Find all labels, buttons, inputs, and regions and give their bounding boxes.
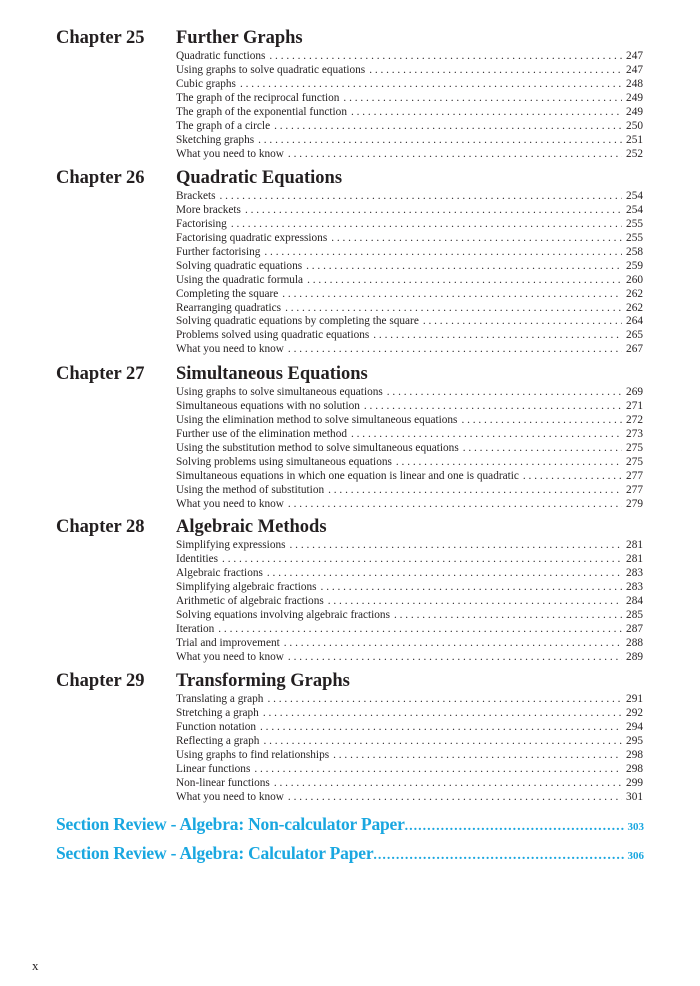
entry-page-number: 292 [626, 706, 643, 719]
dot-leader [267, 567, 622, 581]
entry-page-number: 271 [626, 399, 643, 412]
toc-entry [176, 609, 643, 623]
dot-leader [231, 218, 622, 232]
entry-label: Further use of the elimination method [176, 427, 347, 440]
entry-page-number: 298 [626, 748, 643, 761]
entry-page-number: 281 [626, 552, 643, 565]
toc-entry [176, 623, 643, 637]
dot-leader [333, 749, 622, 763]
dot-leader [328, 484, 622, 498]
toc-entry [176, 595, 643, 609]
entry-label: Translating a graph [176, 693, 264, 705]
dot-leader [364, 400, 622, 414]
dot-leader [405, 819, 625, 835]
entry-page-number: 283 [626, 566, 643, 579]
dot-leader [264, 246, 622, 260]
dot-leader [274, 777, 622, 791]
dot-leader [463, 442, 622, 456]
entry-label: Identities [176, 552, 219, 565]
dot-leader [373, 329, 622, 343]
entry-page-number: 258 [626, 245, 643, 258]
dot-leader [260, 721, 622, 735]
dot-leader [222, 553, 622, 567]
toc-entry [176, 707, 643, 721]
toc-entry [176, 414, 643, 428]
dot-leader [396, 456, 622, 470]
chapter-27 [0, 362, 700, 511]
entry-page-number: 299 [626, 776, 643, 789]
dot-leader [263, 735, 622, 749]
dot-leader [267, 693, 622, 707]
dot-leader [351, 428, 622, 442]
toc-entry [176, 148, 643, 162]
toc-entry [176, 567, 643, 581]
entry-label: The graph of a circle [176, 119, 271, 132]
chapter-title: Quadratic Equations [176, 168, 343, 188]
toc-entry [176, 329, 643, 343]
entry-page-number: 277 [626, 469, 643, 482]
entry-label: Problems solved using quadratic equations [176, 329, 370, 342]
entry-page-number: 251 [626, 133, 643, 146]
dot-leader [258, 134, 622, 148]
entry-page-number: 284 [626, 594, 643, 607]
entry-page-number: 250 [626, 119, 643, 132]
page-folio: x [32, 958, 39, 973]
dot-leader [369, 64, 622, 78]
toc-entry [176, 218, 643, 232]
toc-entry [176, 693, 643, 707]
entry-label: Factorising [176, 217, 227, 230]
entry-label: What you need to know [176, 650, 284, 663]
toc-entry [176, 400, 643, 414]
entry-label: Simultaneous equations with no solution [176, 399, 360, 412]
dot-leader [288, 498, 622, 512]
toc-entry [176, 651, 643, 665]
entry-label: Using the quadratic formula [176, 273, 304, 286]
chapter-28 [0, 515, 700, 664]
review-label: Section Review - Algebra: Non-calculator Paper [56, 814, 405, 834]
dot-leader [288, 148, 622, 162]
entry-label: Using graphs to solve simultaneous equations [176, 386, 383, 398]
chapter-25 [0, 26, 700, 162]
toc-entry [176, 498, 643, 512]
entry-page-number: 248 [626, 77, 643, 90]
entry-page-number: 249 [626, 105, 643, 118]
section-review-non-calculator [56, 814, 644, 835]
toc-entry [176, 484, 643, 498]
chapter-number: Chapter 28 [56, 517, 145, 537]
entry-label: Cubic graphs [176, 77, 236, 90]
review-label: Section Review - Algebra: Calculator Paper [56, 843, 374, 863]
toc-entry [176, 386, 643, 400]
entry-label: Completing the square [176, 287, 279, 300]
entry-label: Solving quadratic equations [176, 259, 303, 272]
toc-entry [176, 204, 643, 218]
entry-page-number: 279 [626, 497, 643, 510]
entry-label: Using graphs to solve quadratic equations [176, 63, 366, 76]
dot-leader [285, 302, 622, 316]
dot-leader [394, 609, 622, 623]
toc-entry [176, 456, 643, 470]
dot-leader [331, 232, 622, 246]
entry-label: Rearranging quadratics [176, 301, 282, 314]
entry-page-number: 262 [626, 287, 643, 300]
entry-page-number: 249 [626, 91, 643, 104]
entry-page-number: 283 [626, 580, 643, 593]
entry-label: What you need to know [176, 147, 284, 160]
chapter-number: Chapter 29 [56, 671, 145, 691]
entry-page-number: 275 [626, 455, 643, 468]
entry-page-number: 287 [626, 622, 643, 635]
chapter-title: Simultaneous Equations [176, 364, 368, 384]
entry-page-number: 259 [626, 259, 643, 272]
entry-page-number: 294 [626, 720, 643, 733]
entry-label: Non-linear functions [176, 776, 270, 789]
toc-entry [176, 315, 643, 329]
toc-entry [176, 64, 643, 78]
entry-label: Solving equations involving algebraic fractions [176, 608, 390, 621]
entry-label: Linear functions [176, 762, 251, 775]
toc-entry [176, 343, 643, 357]
dot-leader [307, 274, 622, 288]
entry-label: Using the elimination method to solve simultaneous equations [176, 413, 458, 426]
dot-leader [306, 260, 622, 274]
dot-leader [245, 204, 622, 218]
entry-page-number: 269 [626, 386, 643, 398]
toc-entry [176, 428, 643, 442]
entry-label: Brackets [176, 190, 216, 202]
chapter-26 [0, 166, 700, 357]
dot-leader [263, 707, 622, 721]
chapter-title: Further Graphs [176, 28, 303, 48]
entry-label: Arithmetic of algebraic fractions [176, 594, 324, 607]
dot-leader [290, 539, 623, 553]
entry-page-number: 264 [626, 315, 643, 328]
entry-page-number: 255 [626, 217, 643, 230]
toc-entry [176, 106, 643, 120]
entry-label: Quadratic functions [176, 50, 266, 62]
entry-label: Using the method of substitution [176, 483, 325, 496]
chapter-title: Algebraic Methods [176, 517, 327, 537]
entry-label: The graph of the reciprocal function [176, 91, 340, 104]
toc-entry [176, 553, 643, 567]
toc-entry [176, 78, 643, 92]
entry-page-number: 267 [626, 343, 643, 356]
chapter-29 [0, 669, 700, 805]
dot-leader [284, 637, 622, 651]
entry-page-number: 254 [626, 190, 643, 202]
dot-leader [373, 848, 624, 864]
entry-page-number: 247 [626, 50, 643, 62]
review-page-number: 306 [627, 850, 644, 862]
entry-label: What you need to know [176, 343, 284, 356]
toc-entry [176, 735, 643, 749]
entry-label: The graph of the exponential function [176, 105, 347, 118]
toc-entry [176, 260, 643, 274]
entry-label: Simplifying expressions [176, 539, 286, 551]
toc-entry [176, 763, 643, 777]
entry-label: More brackets [176, 203, 241, 216]
entry-label: Using graphs to find relationships [176, 748, 330, 761]
toc-entry [176, 120, 643, 134]
toc-entry [176, 288, 643, 302]
dot-leader [269, 50, 622, 64]
dot-leader [328, 595, 622, 609]
dot-leader [343, 92, 622, 106]
toc-entry [176, 539, 643, 553]
dot-leader [351, 106, 622, 120]
dot-leader [220, 190, 623, 204]
toc-entry [176, 637, 643, 651]
chapter-title: Transforming Graphs [176, 671, 350, 691]
entry-label: Iteration [176, 622, 215, 635]
entry-page-number: 275 [626, 441, 643, 454]
toc-entry [176, 791, 643, 805]
entry-page-number: 272 [626, 413, 643, 426]
dot-leader [523, 470, 622, 484]
entry-page-number: 285 [626, 608, 643, 621]
dot-leader [254, 763, 622, 777]
toc-entry [176, 134, 643, 148]
dot-leader [282, 288, 622, 302]
entry-page-number: 260 [626, 273, 643, 286]
chapter-entries [176, 190, 643, 357]
entry-label: Stretching a graph [176, 706, 259, 719]
toc-entry [176, 777, 643, 791]
entry-page-number: 289 [626, 650, 643, 663]
entry-page-number: 255 [626, 231, 643, 244]
entry-page-number: 277 [626, 483, 643, 496]
entry-page-number: 262 [626, 301, 643, 314]
chapter-entries [176, 693, 643, 805]
toc-entry [176, 274, 643, 288]
entry-page-number: 254 [626, 203, 643, 216]
chapter-entries [176, 50, 643, 162]
dot-leader [288, 791, 622, 805]
toc-entry [176, 470, 643, 484]
toc-entry [176, 749, 643, 763]
toc-entry [176, 246, 643, 260]
toc-entry [176, 92, 643, 106]
entry-page-number: 288 [626, 636, 643, 649]
dot-leader [274, 120, 622, 134]
entry-label: Factorising quadratic expressions [176, 231, 328, 244]
entry-label: Simplifying algebraic fractions [176, 580, 317, 593]
entry-label: Function notation [176, 720, 257, 733]
dot-leader [240, 78, 622, 92]
dot-leader [218, 623, 622, 637]
dot-leader [288, 343, 622, 357]
entry-label: What you need to know [176, 497, 284, 510]
toc-entry [176, 721, 643, 735]
entry-label: Solving problems using simultaneous equations [176, 455, 392, 468]
chapter-entries [176, 386, 643, 511]
chapter-number: Chapter 26 [56, 168, 145, 188]
entry-page-number: 265 [626, 329, 643, 342]
entry-page-number: 247 [626, 63, 643, 76]
entry-label: Solving quadratic equations by completing the square [176, 315, 419, 328]
entry-page-number: 298 [626, 762, 643, 775]
toc-entry [176, 302, 643, 316]
entry-label: Simultaneous equations in which one equation is linear and one is quadratic [176, 469, 519, 482]
toc-entry [176, 442, 643, 456]
dot-leader [423, 315, 622, 329]
entry-page-number: 291 [626, 693, 643, 705]
toc-entry [176, 581, 643, 595]
toc-entry [176, 190, 643, 204]
entry-page-number: 301 [626, 790, 643, 803]
entry-page-number: 273 [626, 427, 643, 440]
chapter-entries [176, 539, 643, 664]
entry-label: Using the substitution method to solve simultaneous equations [176, 441, 459, 454]
entry-label: Reflecting a graph [176, 734, 260, 747]
review-page-number: 303 [627, 821, 644, 833]
chapter-number: Chapter 25 [56, 28, 145, 48]
entry-label: Further factorising [176, 245, 261, 258]
dot-leader [288, 651, 622, 665]
dot-leader [387, 386, 622, 400]
toc-entry [176, 232, 643, 246]
entry-page-number: 281 [626, 539, 643, 551]
entry-label: Trial and improvement [176, 636, 280, 649]
toc-entry [176, 50, 643, 64]
dot-leader [461, 414, 622, 428]
section-review-calculator [56, 843, 644, 864]
entry-page-number: 295 [626, 734, 643, 747]
entry-label: What you need to know [176, 790, 284, 803]
entry-label: Algebraic fractions [176, 566, 263, 579]
dot-leader [321, 581, 623, 595]
entry-label: Sketching graphs [176, 133, 255, 146]
chapter-number: Chapter 27 [56, 364, 145, 384]
entry-page-number: 252 [626, 147, 643, 160]
